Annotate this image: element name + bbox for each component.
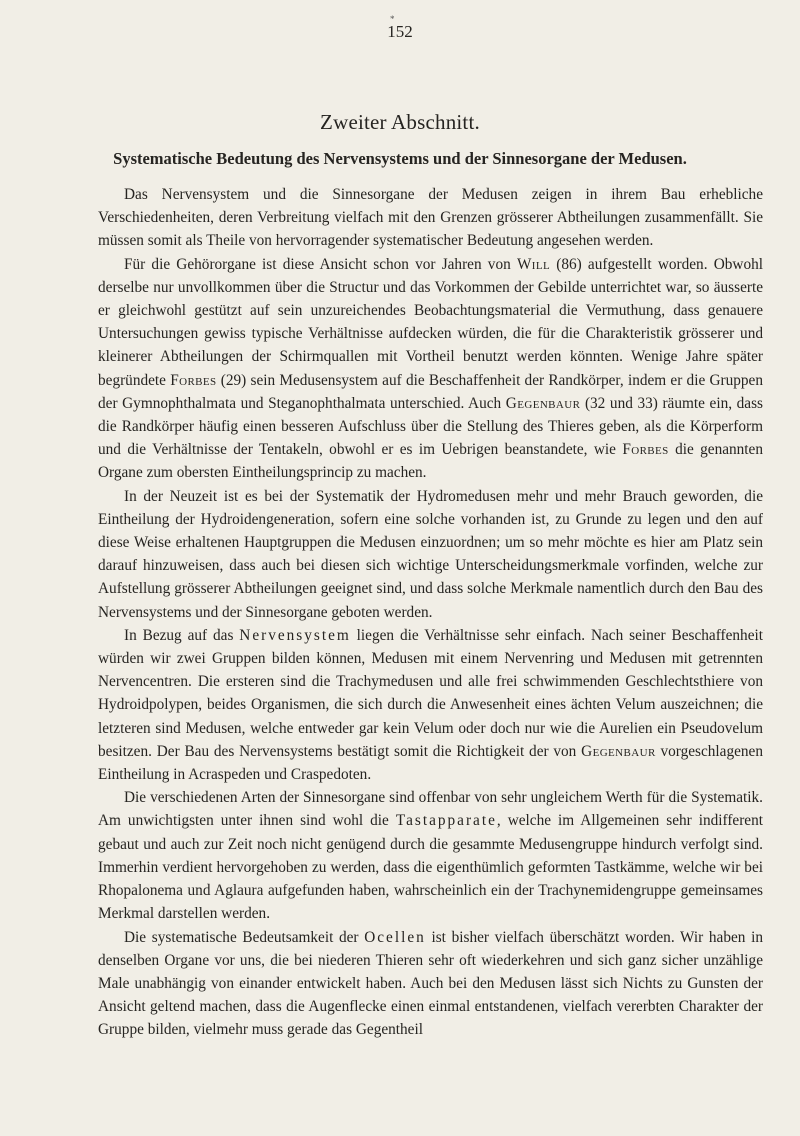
author-name: Will [516, 255, 551, 273]
paragraph-1-text: Das Nervensystem und die Sinnesorgane der Medusen zeigen in ihrem Bau erhebliche Verschiedenheiten, deren Verbreitung vielfach mit den Grenzen grösserer Abtheilungen zusammenfällt. Sie müssen somit als Theile von hervorragender systematischer Bedeutung angesehen werden. [98, 186, 763, 250]
author-name: Forbes [170, 371, 217, 389]
paragraph-4-text: liegen die Verhältnisse sehr einfach. Nach seiner Beschaffenheit würden wir zwei Gruppen bilden können, Medusen mit einem Nervenring und Medusen mit getrennten Nervencentren. Die ersteren sind die Trachymedusen und alle frei schwimmenden Geschlechtsthiere von Hydroidpolypen, beides Organismen, die sich durch die Anwesenheit eines ächten Velum auszeichnen; die letzteren sind Medusen, welche entweder gar kein Velum oder doch nur wie die Aurelien ein Pseudovelum besitzen. Der Bau des Nervensystems bestätigt somit die Richtigkeit der von [98, 626, 763, 760]
paragraph-2 [98, 253, 763, 485]
emphasized-term: Nervensystem [239, 626, 351, 644]
paragraph-5-text: Die verschiedenen Arten der Sinnesorgane sind offenbar von sehr ungleichem Werth für die Systematik. Am unwichtigsten unter ihnen sind wohl die [98, 789, 763, 830]
body-text [98, 183, 763, 1042]
paragraph-3 [98, 485, 763, 624]
paragraph-5 [98, 786, 763, 925]
emphasized-term: Ocellen [364, 928, 426, 946]
section-subtitle: Systematische Bedeutung des Nervensystems und der Sinnesorgane der Medusen. [113, 149, 687, 168]
paragraph-4-text: In Bezug auf das [124, 626, 240, 644]
paragraph-4 [98, 624, 763, 786]
paragraph-6-text: Die systematische Bedeutsamkeit der [124, 928, 365, 946]
paragraph-4-text: vorgeschlagenen Eintheilung in Acraspeden und Craspedoten. [98, 742, 763, 784]
author-name: Gegenbaur [505, 394, 581, 412]
paragraph-2-text: (32 und 33) räumte ein, dass die Randkörper häufig einen besseren Aufschluss über die Stellung des Thieres geben, als die Körperform und die Verhältnisse der Tentakeln, obwohl er es im Uebrigen beanstandete, wie [98, 394, 763, 459]
section-title: Zweiter Abschnitt. [320, 110, 480, 134]
page-number: 152 [387, 22, 413, 41]
paragraph-3-text: In der Neuzeit ist es bei der Systematik der Hydromedusen mehr und mehr Brauch geworden, die Eintheilung der Hydroidengeneration, sofern eine solche vorhanden ist, zu Grunde zu legen und den auf diese Weise erhaltenen Hauptgruppen die Medusen einzuordnen; um so mehr möchte es hier am Platz sein darauf hinzuweisen, dass auch bei diesen sich wichtige Unterscheidungsmerkmale vorfinden, welche zur Aufstellung grösserer Abtheilungen geeignet sind, und dass solche Merkmale namentlich durch den Bau des Nervensystems und der Sinnesorgane geboten werden. [98, 487, 763, 621]
author-name: Gegenbaur [581, 742, 656, 760]
paragraph-6-text: ist bisher vielfach überschätzt worden. Wir haben in denselben Organe vor uns, die bei niederen Thieren sehr oft wiederkehren und sich ganz sicher unzählige Male unabhängig von einander entwickelt haben. Auch bei den Medusen lässt sich Nichts zu Gunsten der Ansicht geltend machen, dass die Augenflecke einen einmal entstandenen, vielfach vererbten Charakter der Gruppe bilden, vielmehr muss gerade das Gegentheil [98, 928, 763, 1039]
author-name: Forbes [622, 441, 669, 459]
paragraph-6 [98, 926, 763, 1042]
paragraph-2-text: (86) aufgestellt worden. Obwohl derselbe nur unvollkommen über die Structur und das Vorkommen der Gebilde unterrichtet war, so äusserte er gleichwohl gestützt auf sein unzureichendes Beobachtungsmaterial die Vermuthung, dass genauere Untersuchungen gewiss typische Verhältnisse aufdecken würden, die für die Charakteristik grösserer und kleinerer Abtheilungen der Schirmquallen mit Vortheil benutzt werden könnten. Wenige Jahre später begründete [98, 255, 764, 389]
paragraph-2-text: die genannten Organe zum obersten Eintheilungsprincip zu machen. [98, 441, 763, 482]
paragraph-2-text: (29) sein Medusensystem auf die Beschaffenheit der Randkörper, indem er die Gruppen der Gymnophthalmata und Steganophthalmata unterschied. Auch [98, 371, 763, 412]
emphasized-term: Tastapparate [395, 812, 497, 830]
paragraph-5-text: , welche im Allgemeinen sehr indifferent gebaut und auch zur Zeit noch nicht genügend durch die gesammte Medusengruppe hindurch verfolgt sind. Immerhin verdient hervorgehoben zu werden, dass die eigenthümlich geformten Tastkämme, welche wir bei Rhopalonema und Aglaura aufgefunden haben, wahrscheinlich ein der Trachynemidengruppe gemeinsames Merkmal darstellen werden. [98, 812, 763, 923]
paragraph-2-text: Für die Gehörorgane ist diese Ansicht schon vor Jahren von [124, 255, 517, 273]
paragraph-1 [98, 183, 763, 253]
printer-mark: * [390, 14, 395, 24]
